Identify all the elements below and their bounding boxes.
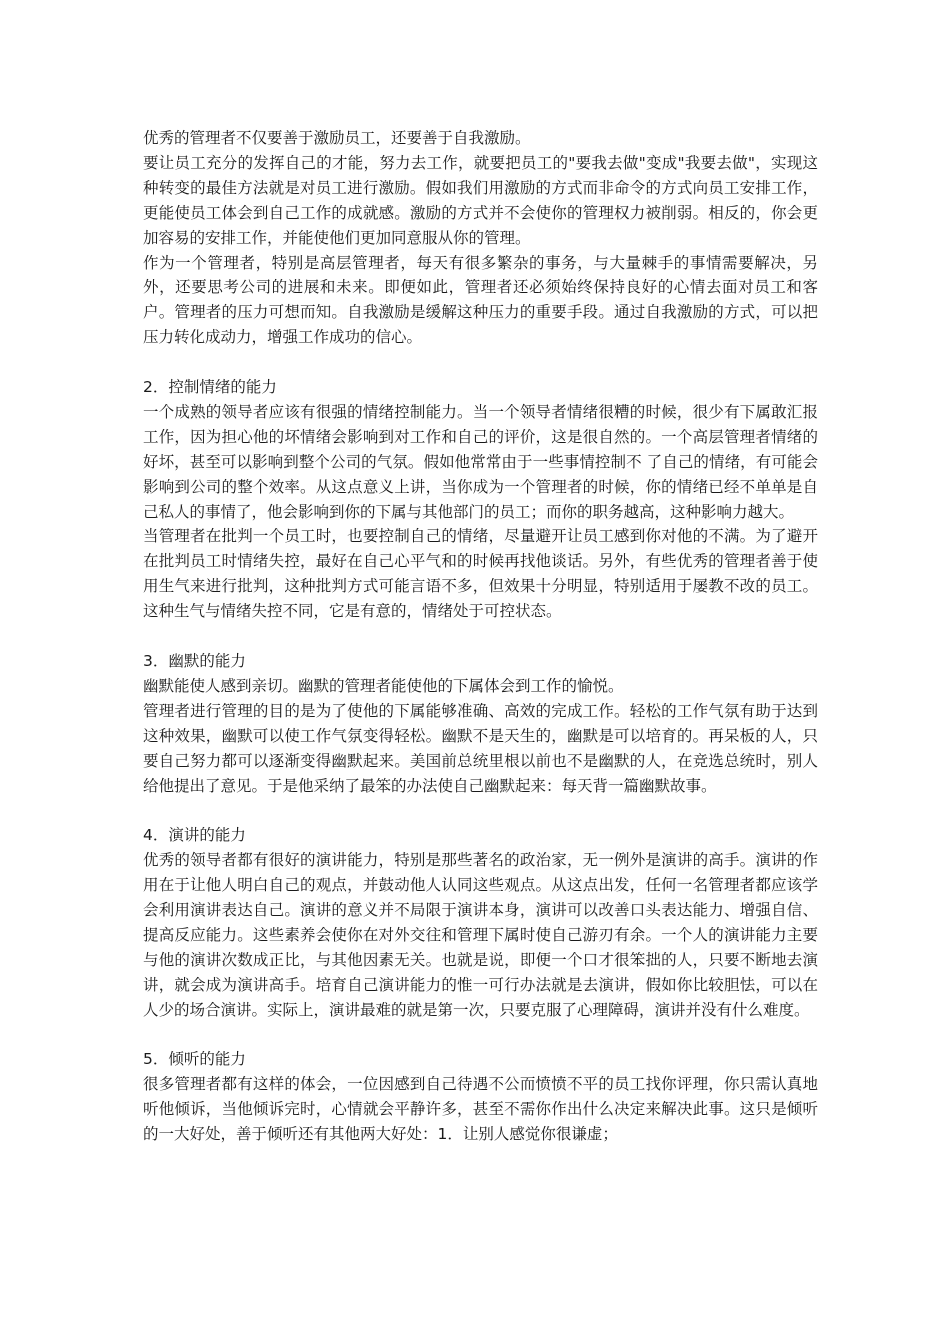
section-spacer (143, 1023, 818, 1048)
intro-paragraph-3: 作为一个管理者，特别是高层管理者，每天有很多繁杂的事务，与大量棘手的事情需要解决，另外，还要思考公司的进展和未来。即便如此，管理者还必须始终保持良好的心情去面对员工和客户。管理者的压力可想而知。自我激励是缓解这种压力的重要手段。通过自我激励的方式，可以把压力转化成动力，增强工作成功的信心。 (143, 253, 818, 347)
document-page (143, 126, 818, 1147)
section-heading-listening: 5．倾听的能力 (143, 1050, 246, 1069)
section-heading-humor: 3．幽默的能力 (143, 652, 246, 670)
section-paragraph: 一个成熟的领导者应该有很强的情绪控制能力。当一个领导者情绪很糟的时候，很少有下属敢汇报工作，因为担心他的坏情绪会影响到对工作和自己的评价，这是很自然的。一个高层管理者情绪的好坏，甚至可以影响到整个公司的气氛。假如他常常由于一些事情控制不 了自己的情绪，有可能会影响到公司的整个效率。从这点意义上讲，当你成为一个管理者的时候，你的情绪已经不单单是自己私人的事情了，他会影响到你的下属与其他部门的员工；而你的职务越高，这种影响力越大。 (143, 402, 818, 521)
section-paragraph: 管理者进行管理的目的是为了使他的下属能够准确、高效的完成工作。轻松的工作气氛有助于达到这种效果，幽默可以使工作气氛变得轻松。幽默不是天生的，幽默是可以培育的。再呆板的人，只要自己努力都可以逐渐变得幽默起来。美国前总统里根以前也不是幽默的人，在竞选总统时，别人给他提出了意见。于是他采纳了最笨的办法使自己幽默起来：每天背一篇幽默故事。 (143, 701, 818, 795)
section-paragraph: 很多管理者都有这样的体会，一位因感到自己待遇不公而愤愤不平的员工找你评理，你只需认真地听他倾诉，当他倾诉完时，心情就会平静许多，甚至不需你作出什么决定来解决此事。这只是倾听的一大好处，善于倾听还有其他两大好处：1．让别人感觉你很谦虚； (143, 1075, 818, 1144)
section-spacer (143, 350, 818, 375)
section-spacer (143, 624, 818, 649)
section-heading-speech: 4．演讲的能力 (143, 826, 246, 845)
section-heading-emotion-control: 2．控制情绪的能力 (143, 378, 277, 397)
section-paragraph: 幽默能使人感到亲切。幽默的管理者能使他的下属体会到工作的愉悦。 (143, 676, 624, 695)
intro-paragraph-2: 要让员工充分的发挥自己的才能，努力去工作，就要把员工的"要我去做"变成"我要去做"，实现这种转变的最佳方法就是对员工进行激励。假如我们用激励的方式而非命令的方式向员工安排工作，更能使员工体会到自己工作的成就感。激励的方式并不会使你的管理权力被削弱。相反的，你会更加容易的安排工作，并能使他们更加同意服从你的管理。 (143, 153, 818, 247)
intro-paragraph-1: 优秀的管理者不仅要善于激励员工，还要善于自我激励。 (143, 129, 531, 147)
section-spacer (143, 798, 818, 823)
section-paragraph: 当管理者在批判一个员工时，也要控制自己的情绪，尽量避开让员工感到你对他的不满。为了避开在批判员工时情绪失控，最好在自己心平气和的时候再找他谈话。另外，有些优秀的管理者善于使用生气来进行批判，这种批判方式可能言语不多，但效果十分明显，特别适用于屡教不改的员工。这种生气与情绪失控不同，它是有意的，情绪处于可控状态。 (143, 527, 818, 621)
section-paragraph: 优秀的领导者都有很好的演讲能力，特别是那些著名的政治家，无一例外是演讲的高手。演讲的作用在于让他人明白自己的观点，并鼓动他人认同这些观点。从这点出发，任何一名管理者都应该学会利用演讲表达自己。演讲的意义并不局限于演讲本身，演讲可以改善口头表达能力、增强自信、提高反应能力。这些素养会使你在对外交往和管理下属时使自己游刃有余。一个人的演讲能力主要与他的演讲次数成正比，与其他因素无关。也就是说，即便一个口才很笨拙的人，只要不断地去演讲，就会成为演讲高手。培育自己演讲能力的惟一可行办法就是去演讲，假如你比较胆怯，可以在人少的场合演讲。实际上，演讲最难的就是第一次，只要克服了心理障碍，演讲并没有什么难度。 (143, 851, 818, 1019)
